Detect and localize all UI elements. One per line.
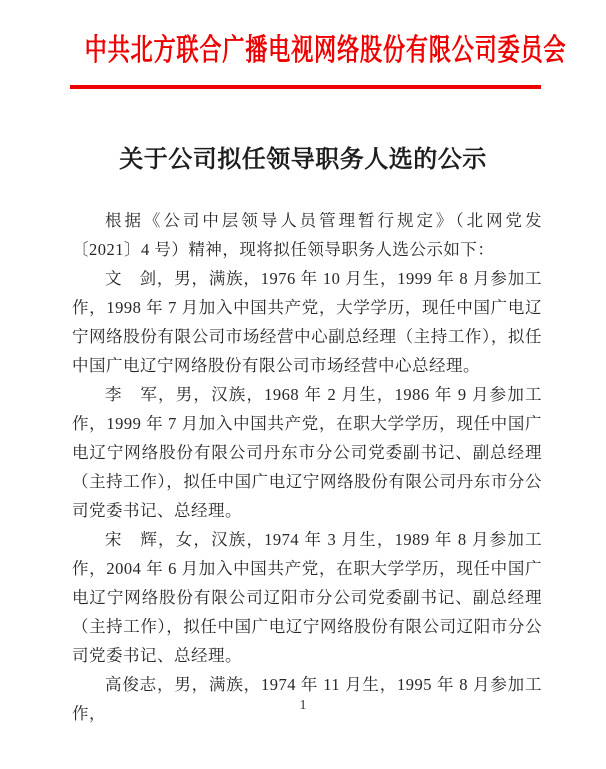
paragraph-candidate-3: 宋 辉，女，汉族，1974 年 3 月生，1989 年 8 月参加工作，2004 年 6 月加入中国共产党，在职大学学历，现任中国广电辽宁网络股份有限公司辽阳市分公司党委副书记、副总经理（主持工作），拟任中国广电辽宁网络股份有限公司辽阳市分公司党委书记、总经理。 [72,530,542,665]
page-title: 关于公司拟任领导职务人选的公示 [119,146,487,173]
document-body [72,206,542,728]
org-header [0,34,606,68]
paragraph-candidate-1: 文 剑，男，满族，1976 年 10 月生，1999 年 8 月参加工作，1998 年 7 月加入中国共产党，大学学历，现任中国广电辽宁网络股份有限公司市场经营中心副总经理（主持工作），拟任中国广电辽宁网络股份有限公司市场经营中心总经理。 [72,269,542,375]
paragraph-candidate-2: 李 军，男，汉族，1968 年 2 月生，1986 年 9 月参加工作，1999 年 7 月加入中国共产党，在职大学学历，现任中国广电辽宁网络股份有限公司丹东市分公司党委副书记、副总经理（主持工作），拟任中国广电辽宁网络股份有限公司丹东市分公司党委书记、总经理。 [72,385,542,520]
header-divider [70,85,541,89]
paragraph-candidate-4: 高俊志，男，满族，1974 年 11 月生，1995 年 8 月参加工作， [72,675,542,723]
page-number: 1 [299,698,307,713]
org-header-text: 中共北方联合广播电视网络股份有限公司委员会 [84,34,567,67]
paragraph-intro: 根据《公司中层领导人员管理暂行规定》（北网党发〔2021〕4 号）精神，现将拟任领导职务人选公示如下： [72,211,542,259]
